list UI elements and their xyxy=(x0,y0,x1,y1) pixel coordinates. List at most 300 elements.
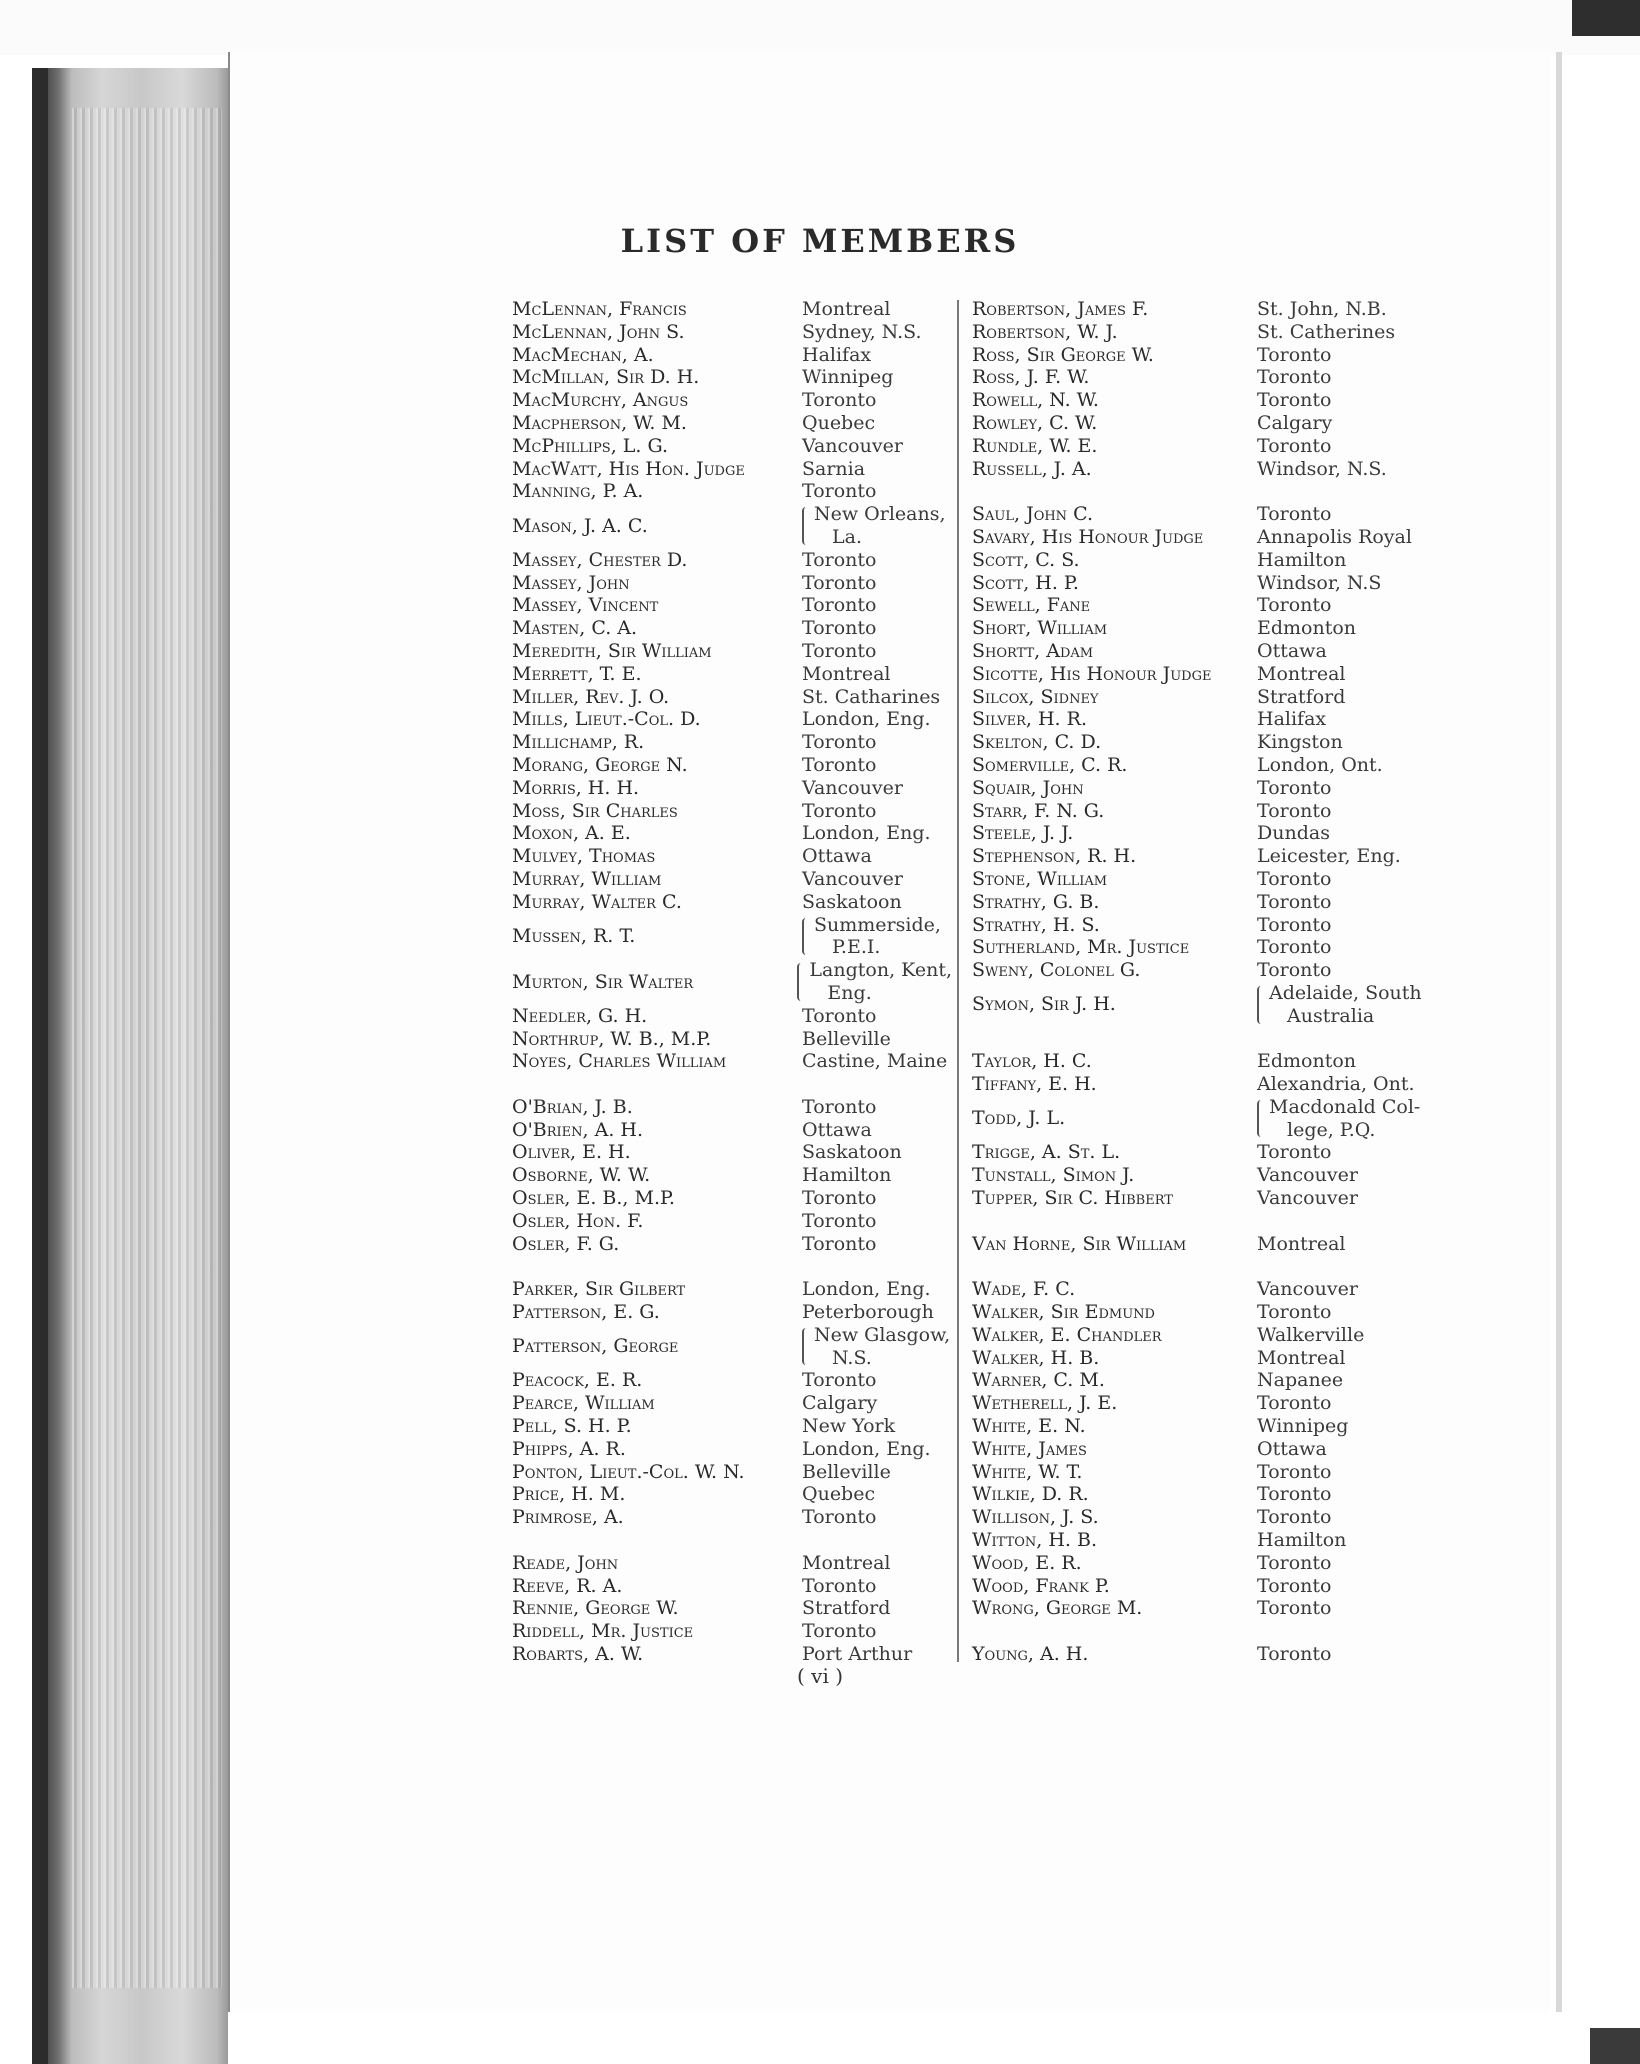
member-entry xyxy=(972,822,1432,845)
member-entry xyxy=(512,572,952,595)
member-location: Toronto xyxy=(802,1187,877,1210)
member-entry xyxy=(512,959,952,1005)
binding-spine xyxy=(32,68,48,2064)
member-location: Edmonton xyxy=(1257,617,1357,640)
member-entry xyxy=(972,891,1432,914)
member-name: Savary, His Honour Judge xyxy=(972,525,1204,548)
member-entry xyxy=(972,1141,1432,1164)
member-name: Scott, C. S. xyxy=(972,548,1080,571)
member-name: MacMechan, A. xyxy=(512,343,654,366)
member-entry xyxy=(972,1415,1432,1438)
member-location: Toronto xyxy=(1257,366,1332,389)
member-entry xyxy=(972,344,1432,367)
member-entry xyxy=(972,731,1432,754)
member-entry xyxy=(972,1347,1432,1370)
member-entry xyxy=(512,640,952,663)
member-name: Tiffany, E. H. xyxy=(972,1073,1097,1096)
member-location: Toronto xyxy=(802,594,877,617)
member-name: Wrong, George M. xyxy=(972,1597,1143,1620)
member-name: Pearce, William xyxy=(512,1392,655,1415)
section-gap xyxy=(972,480,1432,503)
member-entry xyxy=(512,1119,952,1142)
member-location: Hamilton xyxy=(1257,1529,1347,1552)
member-location: Toronto xyxy=(802,389,877,412)
member-location-line1: Langton, Kent, xyxy=(809,959,952,982)
member-name: Trigge, A. St. L. xyxy=(972,1141,1121,1164)
member-name: Sewell, Fane xyxy=(972,594,1091,617)
member-location: Winnipeg xyxy=(1257,1415,1349,1438)
member-name: Ross, Sir George W. xyxy=(972,343,1154,366)
member-name: Masten, C. A. xyxy=(512,617,638,640)
member-location xyxy=(802,1324,950,1370)
member-name: Ross, J. F. W. xyxy=(972,366,1090,389)
member-entry xyxy=(972,1483,1432,1506)
member-entry xyxy=(512,1096,952,1119)
member-name: Price, H. M. xyxy=(512,1483,626,1506)
member-location: Toronto xyxy=(802,571,877,594)
member-location: Dundas xyxy=(1257,822,1330,845)
member-entry xyxy=(972,1233,1432,1256)
member-entry xyxy=(972,1073,1432,1096)
member-location: Vancouver xyxy=(802,776,903,799)
member-location: Toronto xyxy=(1257,594,1332,617)
member-name: Merrett, T. E. xyxy=(512,662,642,685)
member-name: Sutherland, Mr. Justice xyxy=(972,936,1190,959)
member-entry xyxy=(972,914,1432,937)
member-entry xyxy=(972,1597,1432,1620)
member-name: Robertson, W. J. xyxy=(972,320,1118,343)
member-location: Toronto xyxy=(802,639,877,662)
member-location: Vancouver xyxy=(1257,1278,1358,1301)
member-entry xyxy=(972,549,1432,572)
member-name: McLennan, John S. xyxy=(512,320,685,343)
member-entry xyxy=(512,1141,952,1164)
member-name: White, James xyxy=(972,1437,1087,1460)
member-entry xyxy=(512,1461,952,1484)
member-location-line2: Australia xyxy=(1287,1004,1375,1027)
member-name: Primrose, A. xyxy=(512,1506,624,1529)
member-name: MacWatt, His Hon. Judge xyxy=(512,457,745,480)
member-location: Toronto xyxy=(802,1095,877,1118)
member-location: Toronto xyxy=(802,753,877,776)
member-name: Van Horne, Sir William xyxy=(972,1232,1187,1255)
member-entry xyxy=(512,1620,952,1643)
member-location: Halifax xyxy=(802,343,872,366)
member-name: Sicotte, His Honour Judge xyxy=(972,662,1212,685)
member-location xyxy=(1257,982,1422,1028)
member-name: Pell, S. H. P. xyxy=(512,1415,632,1438)
member-location: Toronto xyxy=(1257,776,1332,799)
member-entry xyxy=(972,298,1432,321)
section-gap xyxy=(512,1255,952,1278)
member-entry xyxy=(512,1301,952,1324)
member-name: Silcox, Sidney xyxy=(972,685,1099,708)
member-name: Massey, John xyxy=(512,571,630,594)
member-name: Robertson, James F. xyxy=(972,298,1149,320)
member-entry xyxy=(972,959,1432,982)
member-entry xyxy=(512,1324,952,1370)
member-name: Macpherson, W. M. xyxy=(512,411,687,434)
member-location-line1: Macdonald Col- xyxy=(1269,1095,1421,1118)
member-entry xyxy=(972,800,1432,823)
member-location: Vancouver xyxy=(1257,1164,1358,1187)
member-entry xyxy=(512,663,952,686)
member-name: Symon, Sir J. H. xyxy=(972,993,1116,1016)
member-name: Mussen, R. T. xyxy=(512,924,636,947)
member-name: Patterson, George xyxy=(512,1335,679,1358)
member-location: Toronto xyxy=(802,1574,877,1597)
member-name: Osler, E. B., M.P. xyxy=(512,1187,675,1210)
member-name: Massey, Chester D. xyxy=(512,548,688,571)
member-entry xyxy=(972,1324,1432,1347)
member-name: White, E. N. xyxy=(972,1415,1086,1438)
member-location-line1: Adelaide, South xyxy=(1269,981,1422,1004)
member-name: Osler, F. G. xyxy=(512,1232,620,1255)
member-entry xyxy=(512,914,952,960)
member-name: Stone, William xyxy=(972,867,1108,890)
member-location: Port Arthur xyxy=(802,1643,913,1666)
member-entry xyxy=(972,435,1432,458)
book-binding xyxy=(32,68,228,2064)
member-entry xyxy=(512,1392,952,1415)
member-entry xyxy=(512,1483,952,1506)
member-name: Tunstall, Simon J. xyxy=(972,1164,1135,1187)
member-entry xyxy=(972,754,1432,777)
member-name: Walker, E. Chandler xyxy=(972,1323,1162,1346)
member-location: Napanee xyxy=(1257,1369,1344,1392)
member-name: Taylor, H. C. xyxy=(972,1050,1092,1073)
member-location: Toronto xyxy=(802,1209,877,1232)
member-location: Toronto xyxy=(1257,1574,1332,1597)
member-location: Toronto xyxy=(1257,343,1332,366)
member-location-line2: Eng. xyxy=(827,981,872,1004)
member-entry xyxy=(512,754,952,777)
member-location: Hamilton xyxy=(1257,548,1347,571)
member-entry xyxy=(512,617,952,640)
member-location: Ottawa xyxy=(802,845,872,868)
member-location xyxy=(802,914,941,960)
member-entry xyxy=(972,1438,1432,1461)
member-location: Saskatoon xyxy=(802,890,902,913)
section-gap xyxy=(972,1255,1432,1278)
member-location: Montreal xyxy=(1257,662,1346,685)
member-entry xyxy=(512,1278,952,1301)
member-location-line2: P.E.I. xyxy=(832,936,881,959)
member-location: Toronto xyxy=(1257,1141,1332,1164)
member-name: Wood, E. R. xyxy=(972,1551,1082,1574)
member-name: Massey, Vincent xyxy=(512,594,659,617)
background-top xyxy=(0,0,1640,55)
member-entry xyxy=(512,1575,952,1598)
member-location xyxy=(802,503,946,549)
member-name: Rennie, George W. xyxy=(512,1597,679,1620)
member-name: Moxon, A. E. xyxy=(512,822,631,845)
member-name: Miller, Rev. J. O. xyxy=(512,685,670,708)
member-location: Ottawa xyxy=(1257,639,1327,662)
member-name: Manning, P. A. xyxy=(512,480,644,503)
member-location: Quebec xyxy=(802,411,876,434)
column-divider xyxy=(957,300,959,1662)
member-entry xyxy=(972,1187,1432,1210)
member-name: McMillan, Sir D. H. xyxy=(512,366,700,389)
member-entry xyxy=(972,458,1432,481)
member-entry xyxy=(512,1028,952,1051)
member-location: New York xyxy=(802,1415,896,1438)
member-name: Short, William xyxy=(972,617,1108,640)
member-entry xyxy=(972,982,1432,1028)
member-location: London, Eng. xyxy=(802,708,931,731)
page-title: LIST OF MEMBERS xyxy=(620,222,1020,260)
member-entry xyxy=(512,594,952,617)
member-location: Toronto xyxy=(1257,1460,1332,1483)
member-name: Osborne, W. W. xyxy=(512,1164,651,1187)
member-location: Toronto xyxy=(802,1506,877,1529)
member-location: Stratford xyxy=(1257,685,1346,708)
member-location: Vancouver xyxy=(802,867,903,890)
section-gap xyxy=(512,1073,952,1096)
member-entry xyxy=(972,1643,1432,1666)
member-name: Squair, John xyxy=(972,776,1084,799)
member-entry xyxy=(972,845,1432,868)
member-entry xyxy=(972,389,1432,412)
member-name: Skelton, C. D. xyxy=(972,731,1102,754)
member-location: St. Catherines xyxy=(1257,320,1396,343)
member-name: Phipps, A. R. xyxy=(512,1437,626,1460)
member-location-line2: La. xyxy=(832,525,862,548)
member-location: Sarnia xyxy=(802,457,866,480)
member-name: Moss, Sir Charles xyxy=(512,799,678,822)
member-name: Willison, J. S. xyxy=(972,1506,1099,1529)
member-location: Montreal xyxy=(802,662,891,685)
member-entry xyxy=(512,1005,952,1028)
member-entry xyxy=(512,868,952,891)
member-name: McLennan, Francis xyxy=(512,298,687,320)
member-location: Toronto xyxy=(1257,1551,1332,1574)
member-location: Toronto xyxy=(802,1232,877,1255)
member-location: Windsor, N.S xyxy=(1257,571,1382,594)
member-entry xyxy=(972,1575,1432,1598)
member-name: Steele, J. J. xyxy=(972,822,1074,845)
member-location: Toronto xyxy=(802,480,877,503)
member-name: Peacock, E. R. xyxy=(512,1369,643,1392)
member-location: Alexandria, Ont. xyxy=(1257,1073,1415,1096)
member-location: Belleville xyxy=(802,1460,891,1483)
member-location: Toronto xyxy=(1257,1483,1332,1506)
member-name: Osler, Hon. F. xyxy=(512,1209,644,1232)
member-location: St. John, N.B. xyxy=(1257,298,1387,320)
member-entry xyxy=(512,503,952,549)
member-entry xyxy=(972,777,1432,800)
member-name: Sweny, Colonel G. xyxy=(972,959,1141,982)
member-entry xyxy=(972,686,1432,709)
member-name: Riddell, Mr. Justice xyxy=(512,1620,694,1643)
member-entry xyxy=(972,594,1432,617)
member-entry xyxy=(512,1369,952,1392)
member-location: Toronto xyxy=(1257,890,1332,913)
member-entry xyxy=(972,366,1432,389)
member-location-line1: New Glasgow, xyxy=(814,1323,951,1346)
member-location: Toronto xyxy=(1257,389,1332,412)
member-entry xyxy=(512,686,952,709)
member-location: London, Eng. xyxy=(802,1437,931,1460)
member-location: Toronto xyxy=(802,1620,877,1643)
member-entry xyxy=(972,936,1432,959)
member-location: Toronto xyxy=(1257,503,1332,526)
member-location: Vancouver xyxy=(802,434,903,457)
member-name: Scott, H. P. xyxy=(972,571,1079,594)
member-location: Toronto xyxy=(1257,913,1332,936)
member-entry xyxy=(972,663,1432,686)
member-entry xyxy=(512,1415,952,1438)
member-name: Reeve, R. A. xyxy=(512,1574,623,1597)
member-location: Kingston xyxy=(1257,731,1343,754)
member-entry xyxy=(972,321,1432,344)
member-location: Montreal xyxy=(802,298,891,320)
member-name: Starr, F. N. G. xyxy=(972,799,1105,822)
member-location: Hamilton xyxy=(802,1164,892,1187)
member-location-line1: Summerside, xyxy=(814,913,941,936)
member-name: Morang, George N. xyxy=(512,753,688,776)
member-entry xyxy=(972,503,1432,526)
member-name: Reade, John xyxy=(512,1551,619,1574)
member-name: Wood, Frank P. xyxy=(972,1574,1110,1597)
member-name: Robarts, A. W. xyxy=(512,1643,644,1666)
member-entry xyxy=(972,1301,1432,1324)
member-entry xyxy=(512,777,952,800)
member-location: Annapolis Royal xyxy=(1257,525,1412,548)
member-entry xyxy=(512,822,952,845)
member-location: London, Eng. xyxy=(802,1278,931,1301)
section-gap xyxy=(512,1529,952,1552)
member-entry xyxy=(972,1506,1432,1529)
member-location: Belleville xyxy=(802,1027,891,1050)
member-name: Saul, John C. xyxy=(972,503,1093,526)
member-location xyxy=(797,959,952,1005)
member-location: Toronto xyxy=(802,799,877,822)
member-location xyxy=(1257,1096,1420,1142)
member-name: Stephenson, R. H. xyxy=(972,845,1137,868)
member-name: Mason, J. A. C. xyxy=(512,514,648,537)
member-name: Young, A. H. xyxy=(972,1643,1089,1666)
member-entry xyxy=(512,1552,952,1575)
member-location-line1: New Orleans, xyxy=(814,503,946,526)
member-entry xyxy=(972,1164,1432,1187)
section-gap xyxy=(972,1028,1432,1051)
member-entry xyxy=(512,1164,952,1187)
member-name: Murray, William xyxy=(512,867,662,890)
member-name: Tupper, Sir C. Hibbert xyxy=(972,1187,1173,1210)
member-entry xyxy=(512,435,952,458)
member-entry xyxy=(972,617,1432,640)
member-entry xyxy=(972,640,1432,663)
member-location: Saskatoon xyxy=(802,1141,902,1164)
member-entry xyxy=(512,800,952,823)
member-location: Toronto xyxy=(1257,1301,1332,1324)
member-location: Toronto xyxy=(802,731,877,754)
member-location: Toronto xyxy=(1257,434,1332,457)
member-location: Toronto xyxy=(1257,1643,1332,1666)
member-location: Toronto xyxy=(1257,799,1332,822)
member-location: St. Catharines xyxy=(802,685,941,708)
member-entry xyxy=(972,572,1432,595)
member-location: Toronto xyxy=(802,617,877,640)
member-name: Witton, H. B. xyxy=(972,1529,1098,1552)
member-name: Todd, J. L. xyxy=(972,1107,1066,1130)
member-entry xyxy=(512,1438,952,1461)
member-location: Winnipeg xyxy=(802,366,894,389)
member-entry xyxy=(972,1552,1432,1575)
member-name: O'Brian, J. B. xyxy=(512,1095,633,1118)
member-entry xyxy=(972,1461,1432,1484)
member-location: London, Ont. xyxy=(1257,753,1383,776)
member-entry xyxy=(512,458,952,481)
member-name: Warner, C. M. xyxy=(972,1369,1105,1392)
member-name: Mills, Lieut.-Col. D. xyxy=(512,708,701,731)
member-name: Rowell, N. W. xyxy=(972,389,1099,412)
member-entry xyxy=(972,1278,1432,1301)
member-location: Toronto xyxy=(1257,1392,1332,1415)
member-name: Walker, H. B. xyxy=(972,1346,1100,1369)
member-name: Ponton, Lieut.-Col. W. N. xyxy=(512,1460,745,1483)
member-entry xyxy=(512,1643,952,1666)
member-name: Noyes, Charles William xyxy=(512,1050,727,1073)
member-location: Toronto xyxy=(1257,959,1332,982)
member-name: Wetherell, J. E. xyxy=(972,1392,1118,1415)
member-location: Leicester, Eng. xyxy=(1257,845,1401,868)
member-entry xyxy=(972,526,1432,549)
member-entry xyxy=(512,1050,952,1073)
member-location: Montreal xyxy=(1257,1232,1346,1255)
member-name: Murray, Walter C. xyxy=(512,890,682,913)
member-name: Strathy, G. B. xyxy=(972,890,1100,913)
member-name: Silver, H. R. xyxy=(972,708,1087,731)
member-name: Wade, F. C. xyxy=(972,1278,1076,1301)
member-name: Parker, Sir Gilbert xyxy=(512,1278,686,1301)
section-gap xyxy=(972,1210,1432,1233)
member-entry xyxy=(512,731,952,754)
member-name: White, W. T. xyxy=(972,1460,1083,1483)
member-name: Oliver, E. H. xyxy=(512,1141,631,1164)
member-entry xyxy=(512,389,952,412)
member-entry xyxy=(512,412,952,435)
member-entry xyxy=(972,868,1432,891)
member-location: Ottawa xyxy=(802,1118,872,1141)
member-location: Montreal xyxy=(802,1551,891,1574)
member-entry xyxy=(512,480,952,503)
member-name: Russell, J. A. xyxy=(972,457,1092,480)
member-location-line2: N.S. xyxy=(832,1346,872,1369)
member-entry xyxy=(972,412,1432,435)
member-entry xyxy=(512,1210,952,1233)
member-entry xyxy=(972,1529,1432,1552)
member-name: Northrup, W. B., M.P. xyxy=(512,1027,712,1050)
member-name: Rowley, C. W. xyxy=(972,411,1098,434)
member-location: Toronto xyxy=(802,548,877,571)
page-number: ( vi ) xyxy=(796,1664,843,1688)
member-entry xyxy=(512,298,952,321)
member-location: Ottawa xyxy=(1257,1437,1327,1460)
member-entry xyxy=(512,1597,952,1620)
member-location: Peterborough xyxy=(802,1301,934,1324)
member-entry xyxy=(512,845,952,868)
member-entry xyxy=(512,366,952,389)
member-location: Walkerville xyxy=(1257,1323,1365,1346)
binding-corner-top xyxy=(1572,0,1640,36)
member-location: Calgary xyxy=(802,1392,878,1415)
member-location: Halifax xyxy=(1257,708,1327,731)
member-entry xyxy=(512,1187,952,1210)
member-entry xyxy=(512,891,952,914)
